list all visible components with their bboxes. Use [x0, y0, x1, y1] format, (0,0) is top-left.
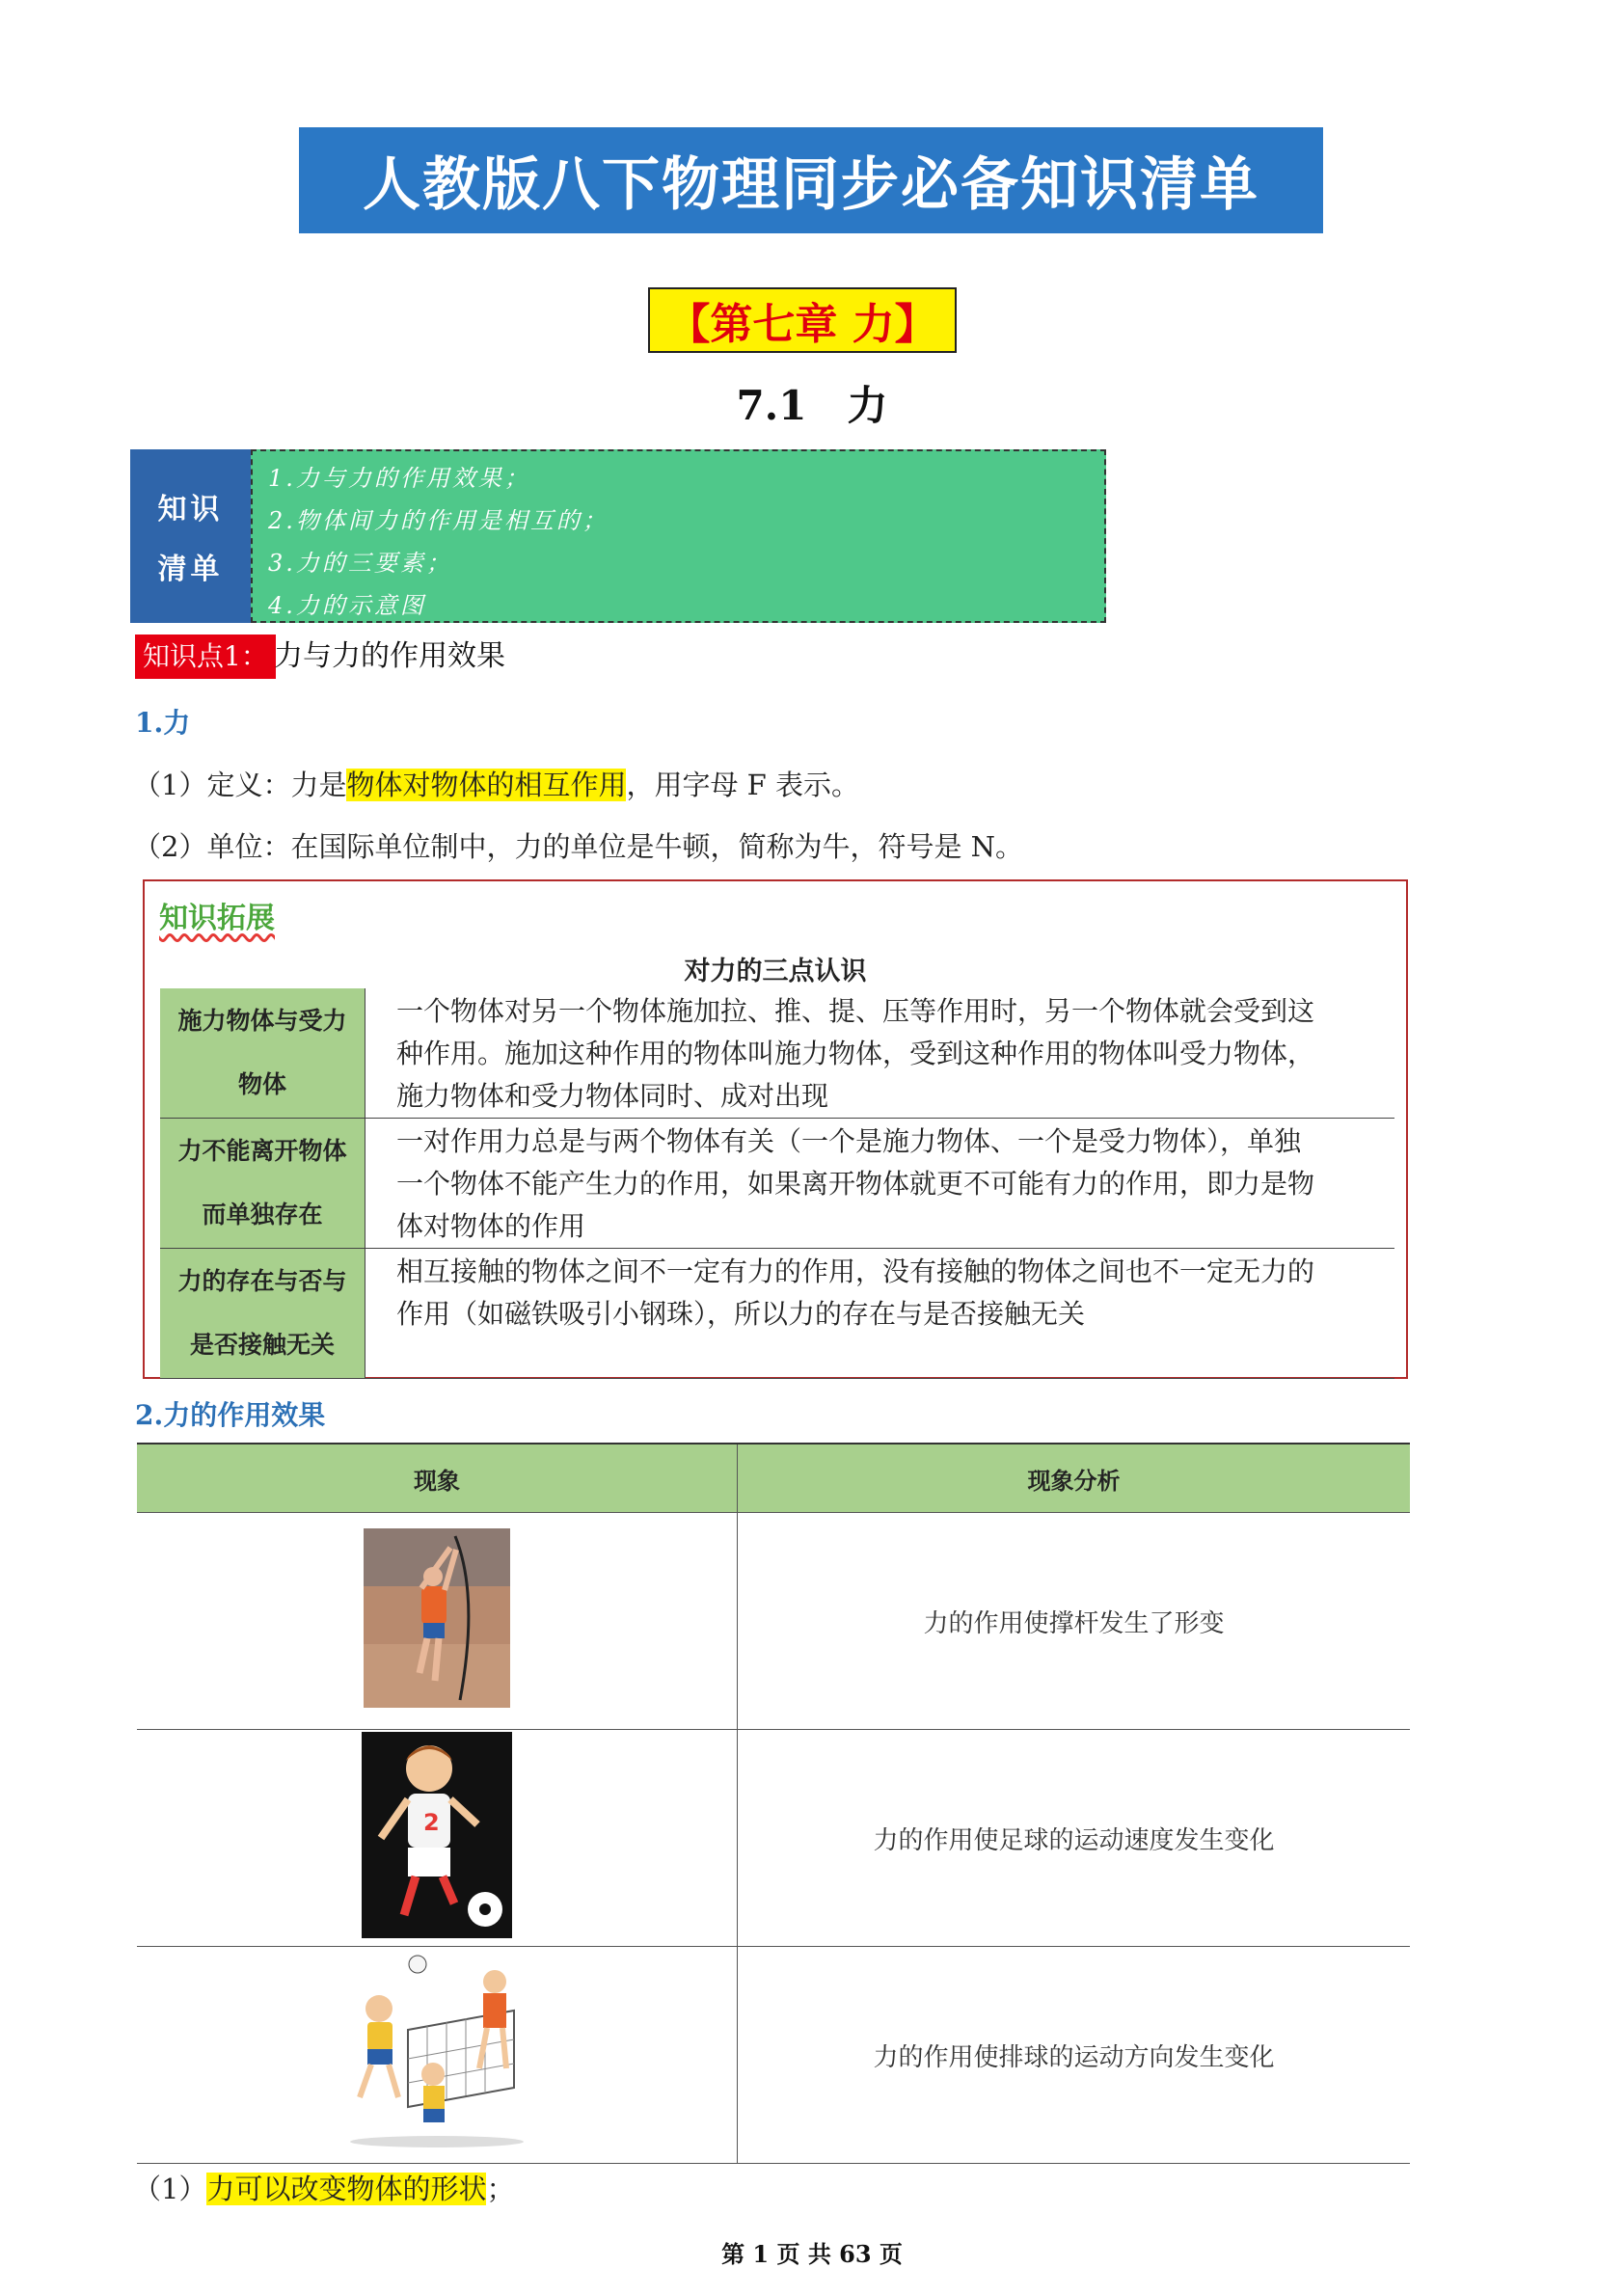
chapter-label: [648, 287, 957, 353]
phenomenon-cell: [137, 1947, 738, 2164]
knowledge-list-item: 2.物体间力的作用是相互的；: [268, 507, 609, 534]
volleyball-picture: [340, 1953, 533, 2158]
row-text-line: 一个物体对另一个物体施加拉、推、提、压等作用时，另一个物体就会受到这: [396, 995, 1315, 1027]
table-row: [137, 1947, 1410, 2164]
effect-point-1-prefix: （1）: [133, 2173, 207, 2205]
row-label-line: 力不能离开物体: [177, 1137, 347, 1165]
phenomenon-cell: [137, 1513, 738, 1730]
row-text: [365, 988, 1395, 1119]
document-title: 人教版八下物理同步必备知识清单: [363, 151, 1259, 219]
pole-vault-picture: [364, 1528, 510, 1714]
table-row: [160, 1119, 1394, 1249]
row-text: [365, 1119, 1395, 1249]
table-row: [137, 1730, 1410, 1947]
row-text-line: 一个物体不能产生力的作用，如果离开物体就更不可能有力的作用，即力是物: [396, 1168, 1315, 1200]
effect-point-1-highlight: 力可以改变物体的形状: [206, 2173, 487, 2205]
column-header-phenomenon: 现象: [137, 1444, 738, 1513]
row-label: [160, 1249, 365, 1379]
row-text-line: 作用（如磁铁吸引小钢珠），所以力的存在与是否接触无关: [396, 1298, 1086, 1330]
table-header-row: [137, 1444, 1410, 1513]
knowledge-list-item: 3.力的三要素；: [268, 550, 452, 577]
title-banner: [299, 127, 1323, 233]
column-header-analysis: 现象分析: [738, 1444, 1411, 1513]
row-label-line: 施力物体与受力: [177, 1007, 347, 1035]
force-definition-prefix: （1）定义：力是: [133, 769, 347, 801]
section-title: 7.1 力: [736, 382, 888, 429]
row-label-line: 是否接触无关: [189, 1331, 335, 1359]
phenomenon-cell: [137, 1730, 738, 1947]
row-label-line: 物体: [237, 1070, 286, 1098]
table-row: [160, 988, 1394, 1119]
row-text-line: 体对物体的作用: [396, 1210, 586, 1242]
chapter-text: 【第七章 力】: [667, 300, 937, 349]
expansion-table: [160, 988, 1394, 1379]
knowledge-list-item: 1.力与力的作用效果；: [268, 465, 530, 492]
row-text-line: 施力物体和受力物体同时、成对出现: [396, 1080, 829, 1112]
analysis-cell: 力的作用使排球的运动方向发生变化: [738, 1947, 1411, 2164]
row-label-line: 力的存在与否与: [177, 1267, 347, 1295]
force-unit: （2）单位：在国际单位制中，力的单位是牛顿，简称为牛，符号是 N。: [133, 830, 1024, 863]
knowledge-expansion-title: 知识拓展: [159, 902, 275, 935]
knowledge-expansion-subtitle: 对力的三点认识: [684, 957, 867, 986]
svg-text:2: 2: [423, 1808, 440, 1836]
effect-point-1: [133, 2170, 514, 2208]
analysis-cell: 力的作用使足球的运动速度发生变化: [738, 1730, 1411, 1947]
force-definition-suffix: ，用字母 F 表示。: [626, 769, 860, 801]
force-definition-highlight: 物体对物体的相互作用: [346, 769, 627, 801]
knowledge-list-label: [130, 449, 251, 623]
row-text-line: 一对作用力总是与两个物体有关（一个是施力物体、一个是受力物体），单独: [396, 1125, 1302, 1157]
knowledge-point-title: 力与力的作用效果: [274, 639, 505, 673]
knowledge-list-item: 4.力的示意图: [268, 592, 426, 619]
row-text: [365, 1249, 1395, 1379]
table-row: [160, 1249, 1394, 1379]
row-label: [160, 988, 365, 1119]
knowledge-list-label-line2: 清单: [157, 553, 224, 586]
row-text-line: 种作用。施加这种作用的物体叫施力物体，受到这种作用的物体叫受力物体，: [396, 1038, 1315, 1069]
force-heading: 1.力: [135, 707, 191, 739]
table-row: [137, 1513, 1410, 1730]
page-number: 第 1 页 共 63 页: [721, 2240, 903, 2268]
knowledge-list: [251, 449, 1106, 623]
knowledge-point-badge: 知识点1：: [135, 634, 276, 679]
soccer-kick-picture: [362, 1732, 512, 1945]
effects-heading: 2.力的作用效果: [135, 1399, 326, 1431]
knowledge-list-label-line1: 知识: [157, 493, 224, 526]
row-label-line: 而单独存在: [202, 1201, 323, 1228]
analysis-cell: 力的作用使撑杆发生了形变: [738, 1513, 1411, 1730]
effects-table: [137, 1443, 1410, 2164]
force-definition: [133, 766, 859, 804]
row-label: [160, 1119, 365, 1249]
effect-point-1-suffix: ；: [486, 2173, 515, 2205]
row-text-line: 相互接触的物体之间不一定有力的作用，没有接触的物体之间也不一定无力的: [396, 1256, 1315, 1287]
